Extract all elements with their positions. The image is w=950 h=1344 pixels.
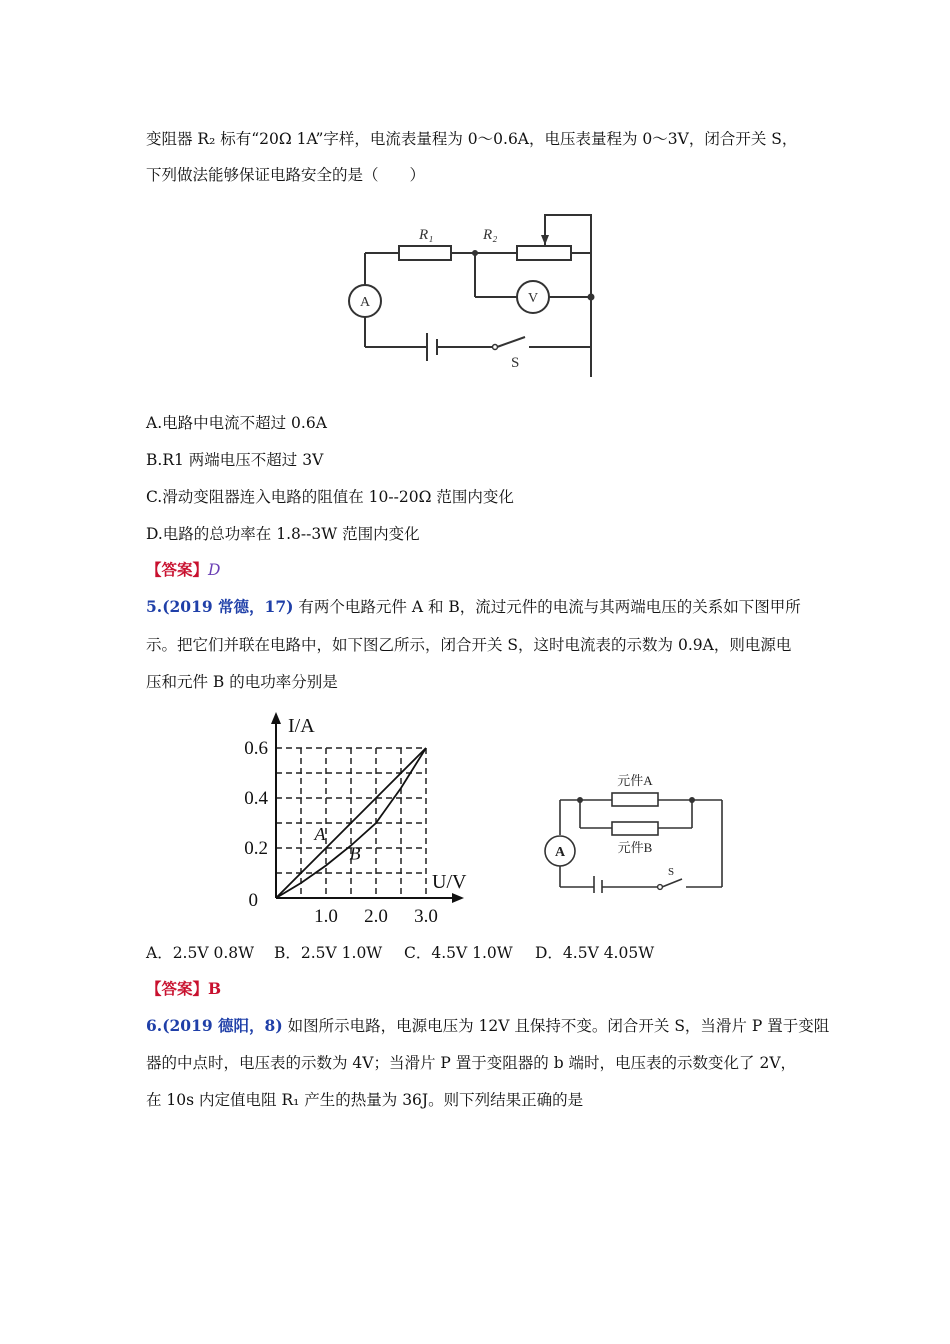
- voltmeter-label: V: [527, 291, 539, 306]
- answer-label: 【答案】: [146, 979, 209, 998]
- iv-chart: [228, 708, 488, 930]
- q5-option-a: A．2.5V 0.8W: [146, 944, 255, 962]
- q5-option-b: B．2.5V 1.0W: [274, 944, 383, 962]
- y-axis-label: I/A: [288, 715, 315, 737]
- circuit-diagram-2: [536, 745, 731, 893]
- r2-label: R₂: [483, 227, 498, 243]
- q5-line-3: 压和元件 B 的电功率分别是: [146, 673, 338, 691]
- answer-label: 【答案】: [146, 560, 209, 579]
- ammeter-2-label: A: [554, 845, 566, 860]
- x-axis-arrow: [452, 893, 464, 903]
- x-tick-label: 2.0: [364, 906, 388, 927]
- resistor-r1: [399, 246, 451, 260]
- q6-line-3: 在 10s 内定值电阻 R₁ 产生的热量为 36J。则下列结果正确的是: [146, 1091, 584, 1109]
- ammeter-label: A: [359, 295, 371, 310]
- resistor-r2: [517, 246, 571, 260]
- series-label-A: A: [314, 824, 326, 844]
- element-a-label: 元件A: [617, 773, 653, 788]
- q4-option-d: D.电路的总功率在 1.8--3W 范围内变化: [146, 525, 420, 543]
- q6-line-2: 器的中点时，电压表的示数为 4V；当滑片 P 置于变阻器的 b 端时，电压表的示数变化了 2V，: [146, 1054, 797, 1072]
- x-tick-label: 1.0: [314, 906, 338, 927]
- element-b-label: 元件B: [617, 840, 653, 855]
- x-axis-label: U/V: [432, 871, 467, 893]
- q5-option-d: D．4.5V 4.05W: [535, 944, 655, 962]
- q5-line-2: 示。把它们并联在电路中，如下图乙所示，闭合开关 S，这时电流表的示数为 0.9A，则电源电: [146, 636, 792, 654]
- q5-line-1: [146, 596, 801, 618]
- q5-source: (2019 常德，17): [162, 597, 294, 616]
- y-tick-label: 0.2: [244, 838, 268, 859]
- y-axis-arrow: [271, 712, 281, 724]
- y-tick-label: 0.6: [244, 738, 268, 759]
- q4-answer: [146, 559, 220, 581]
- q6-number: 6.: [146, 1016, 163, 1035]
- element-a: [612, 793, 658, 806]
- circuit-diagram-1: [345, 205, 610, 377]
- origin-label: 0: [248, 890, 258, 911]
- answer-value: B: [208, 979, 222, 998]
- question-4-line-1: 变阻器 R₂ 标有“20Ω 1A”字样，电流表量程为 0～0.6A，电压表量程为 0～3V，闭合开关 S，: [146, 130, 798, 148]
- y-tick-label: 0.4: [244, 788, 268, 809]
- q4-option-a: A.电路中电流不超过 0.6A: [146, 414, 327, 432]
- element-b: [612, 822, 658, 835]
- x-tick-label: 3.0: [414, 906, 438, 927]
- q4-option-c: C.滑动变阻器连入电路的阻值在 10--20Ω 范围内变化: [146, 488, 514, 506]
- q6-text-1: 如图所示电路，电源电压为 12V 且保持不变。闭合开关 S，当滑片 P 置于变阻: [282, 1017, 830, 1035]
- switch-label: S: [511, 355, 520, 371]
- switch-2-label: S: [668, 866, 675, 878]
- q5-number: 5.: [146, 597, 163, 616]
- r1-label: R₁: [419, 227, 434, 243]
- q5-text-1: 有两个电路元件 A 和 B，流过元件的电流与其两端电压的关系如下图甲所: [293, 598, 801, 616]
- q6-source: (2019 德阳，8): [162, 1016, 283, 1035]
- q5-option-c: C．4.5V 1.0W: [404, 944, 513, 962]
- q4-option-b: B.R1 两端电压不超过 3V: [146, 451, 324, 469]
- q6-line-1: [146, 1015, 829, 1037]
- question-4-line-2: 下列做法能够保证电路安全的是（ ）: [146, 166, 426, 184]
- answer-value: D: [208, 561, 221, 579]
- q5-answer: [146, 978, 221, 1000]
- series-label-B: B: [349, 843, 361, 864]
